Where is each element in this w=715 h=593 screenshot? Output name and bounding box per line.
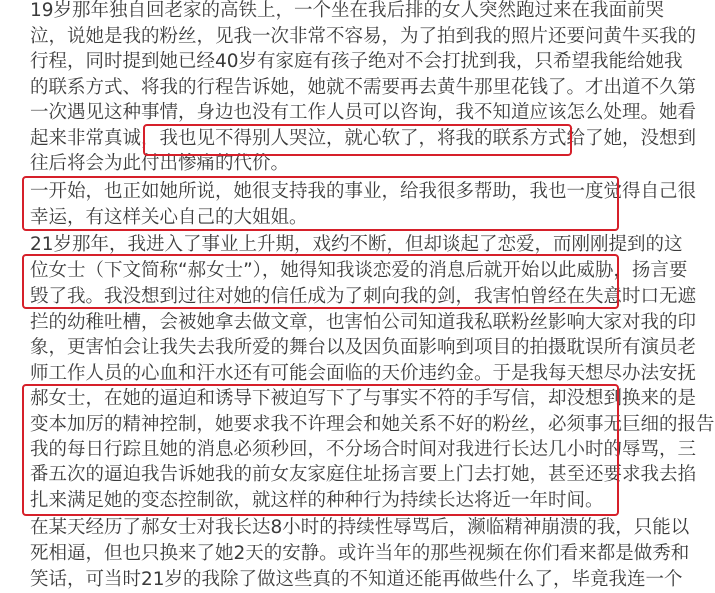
text-line: 象，更害怕会让我失去我所爱的舞台以及因负面影响到项目的拍摄耽误所有演员老 — [30, 337, 697, 358]
text-line: 毁了我。我没想到过往对她的信任成为了刺向我的剑，我害怕曾经在失意时口无遮 — [30, 286, 697, 307]
text-line: 行程，同时提到她已经40岁有家庭有孩子绝对不会打扰到我，只希望我能给她我 — [30, 51, 683, 72]
text-line: 一开始，也正如她所说，她很支持我的事业，给我很多帮助，我也一度觉得自己很 — [30, 181, 697, 202]
text-line: 幸运，有这样关心自己的大姐姐。 — [30, 207, 308, 228]
text-line: 19岁那年独自回老家的高铁上，一个坐在我后排的女人突然跑过来在我面前哭 — [30, 0, 665, 21]
text-line: 在某天经历了郝女士对我长达8小时的持续性辱骂后，濒临精神崩溃的我，只能以 — [30, 517, 690, 538]
text-line: 往后将会为此付出惨痛的代价。 — [30, 153, 290, 174]
text-line: 师工作人员的心血和汗水还有可能会面临的天价违约金。于是我每天想尽办法安抚 — [30, 363, 697, 384]
text-line: 郝女士，在她的逼迫和诱导下被迫写下了与事实不符的手写信，却没想到换来的是 — [30, 388, 697, 409]
text-line: 番五次的逼迫我告诉她我的前女友家庭住址扬言要上门去打她，甚至还要求我去掐 — [30, 464, 697, 485]
text-line: 位女士（下文简称“郝女士”），她得知我谈恋爱的消息后就开始以此威胁，扬言要 — [30, 260, 688, 281]
text-line: 死相逼，但也只换来了她2天的安静。或许当年的那些视频在你们看来都是做秀和 — [30, 543, 690, 564]
text-line: 泣，说她是我的粉丝，见我一次非常不容易，为了拍到我的照片还要问黄牛买我的 — [30, 26, 697, 47]
text-line: 的联系方式、将我的行程告诉她，她就不需要再去黄牛那里花钱了。才出道不久第 — [30, 77, 697, 98]
text-line: 21岁那年，我进入了事业上升期，戏约不断，但却谈起了恋爱，而刚刚提到的这 — [30, 234, 683, 255]
text-line: 笑话，可当时21岁的我除了做这些真的不知道还能再做些什么了，毕竟我连一个 — [30, 569, 683, 590]
text-line: 变本加厉的精神控制，她要求我不许理会和她关系不好的粉丝，必须事无巨细的报告 — [30, 414, 715, 435]
text-line: 扎来满足她的变态控制欲，就这样的种种行为持续长达将近一年时间。 — [30, 490, 604, 511]
text-line: 一次遇见这种事情，身边也没有工作人员可以咨询，我不知道应该怎么处理。她看 — [30, 102, 697, 123]
text-line: 起来非常真诚，我也见不得别人哭泣，就心软了，将我的联系方式给了她，没想到 — [30, 128, 697, 149]
text-line: 我的每日行踪且她的消息必须秒回，不分场合时间对我进行长达几小时的辱骂，三 — [30, 439, 697, 460]
text-line: 拦的幼稚吐槽，会被她拿去做文章，也害怕公司知道我私联粉丝影响大家对我的印 — [30, 312, 697, 333]
